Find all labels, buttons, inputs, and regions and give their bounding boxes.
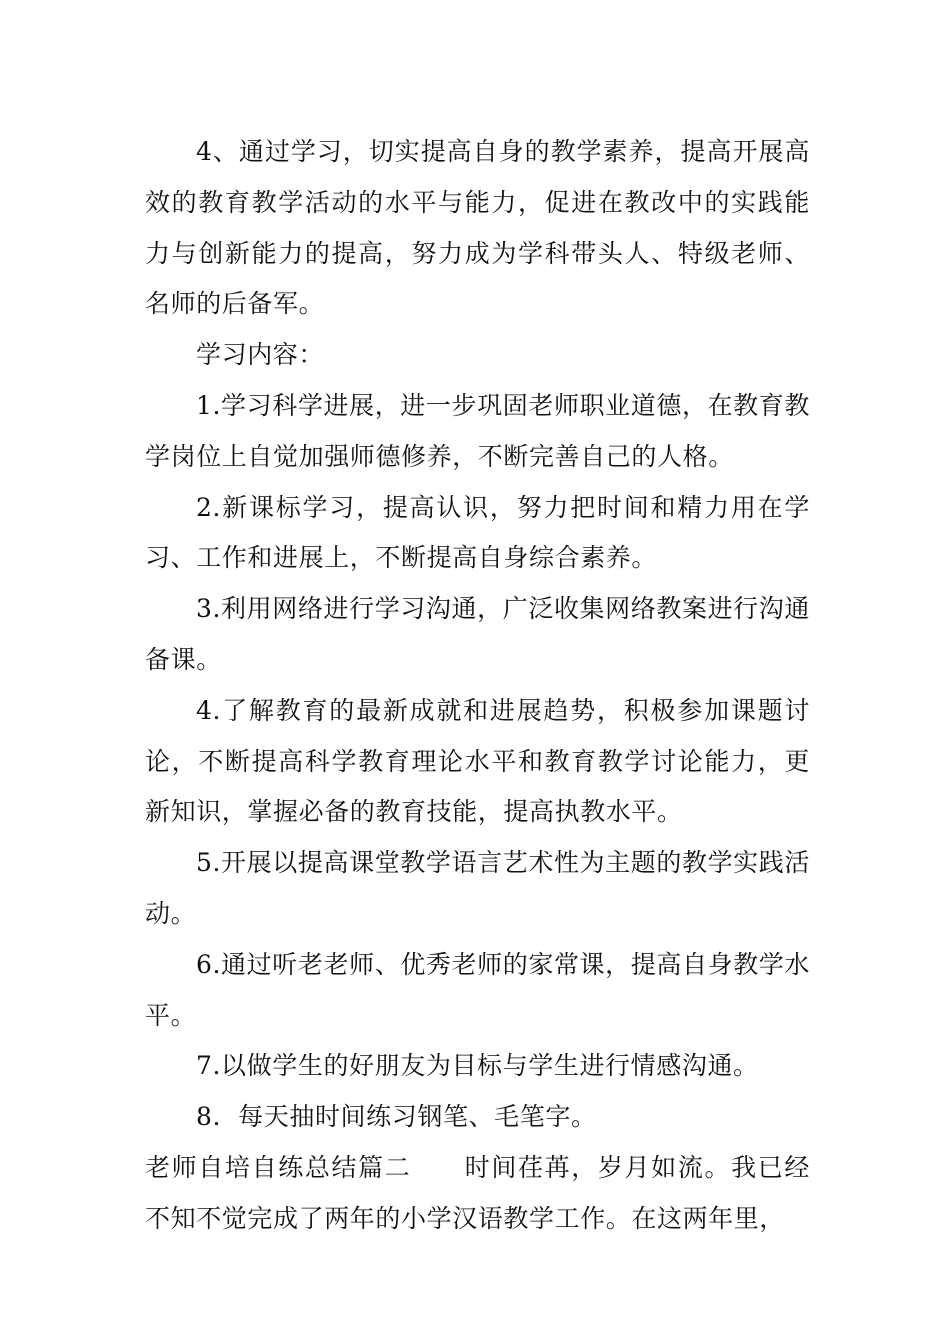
paragraph-item-2: 2.新课标学习，提高认识，努力把时间和精力用在学习、工作和进展上，不断提高自身综合素养。 [145,492,810,573]
paragraph-goal-4: 4、通过学习，切实提高自身的教学素养，提高开展高效的教育教学活动的水平与能力，促进在教改中的实践能力与创新能力的提高，努力成为学科带头人、特级老师、名师的后备军。 [145,137,810,319]
paragraph-summary-part-two: 老师自培自练总结篇二 时间荏苒，岁月如流。我已经不知不觉完成了两年的小学汉语教学工作。在这两年里， [145,1152,810,1233]
paragraph-item-5: 5.开展以提高课堂教学语言艺术性为主题的教学实践活动。 [145,848,810,928]
paragraph-item-8: 8. 每天抽时间练习钢笔、毛笔字。 [196,1102,597,1132]
document-body [145,127,810,1245]
paragraph-item-7: 7.以做学生的好朋友为目标与学生进行情感沟通。 [196,1051,759,1081]
paragraph-item-4: 4.了解教育的最新成就和进展趋势，积极参加课题讨论，不断提高科学教育理论水平和教育教学讨论能力，更新知识，掌握必备的教育技能，提高执教水平。 [145,695,810,827]
paragraph-study-content-heading: 学习内容： [196,340,325,370]
paragraph-item-6: 6.通过听老老师、优秀老师的家常课，提高自身教学水平。 [145,949,810,1030]
paragraph-item-3: 3.利用网络进行学习沟通，广泛收集网络教案进行沟通备课。 [145,594,810,674]
paragraph-item-1: 1.学习科学进展，进一步巩固老师职业道德，在教育教学岗位上自觉加强师德修养，不断完善自己的人格。 [145,390,810,471]
